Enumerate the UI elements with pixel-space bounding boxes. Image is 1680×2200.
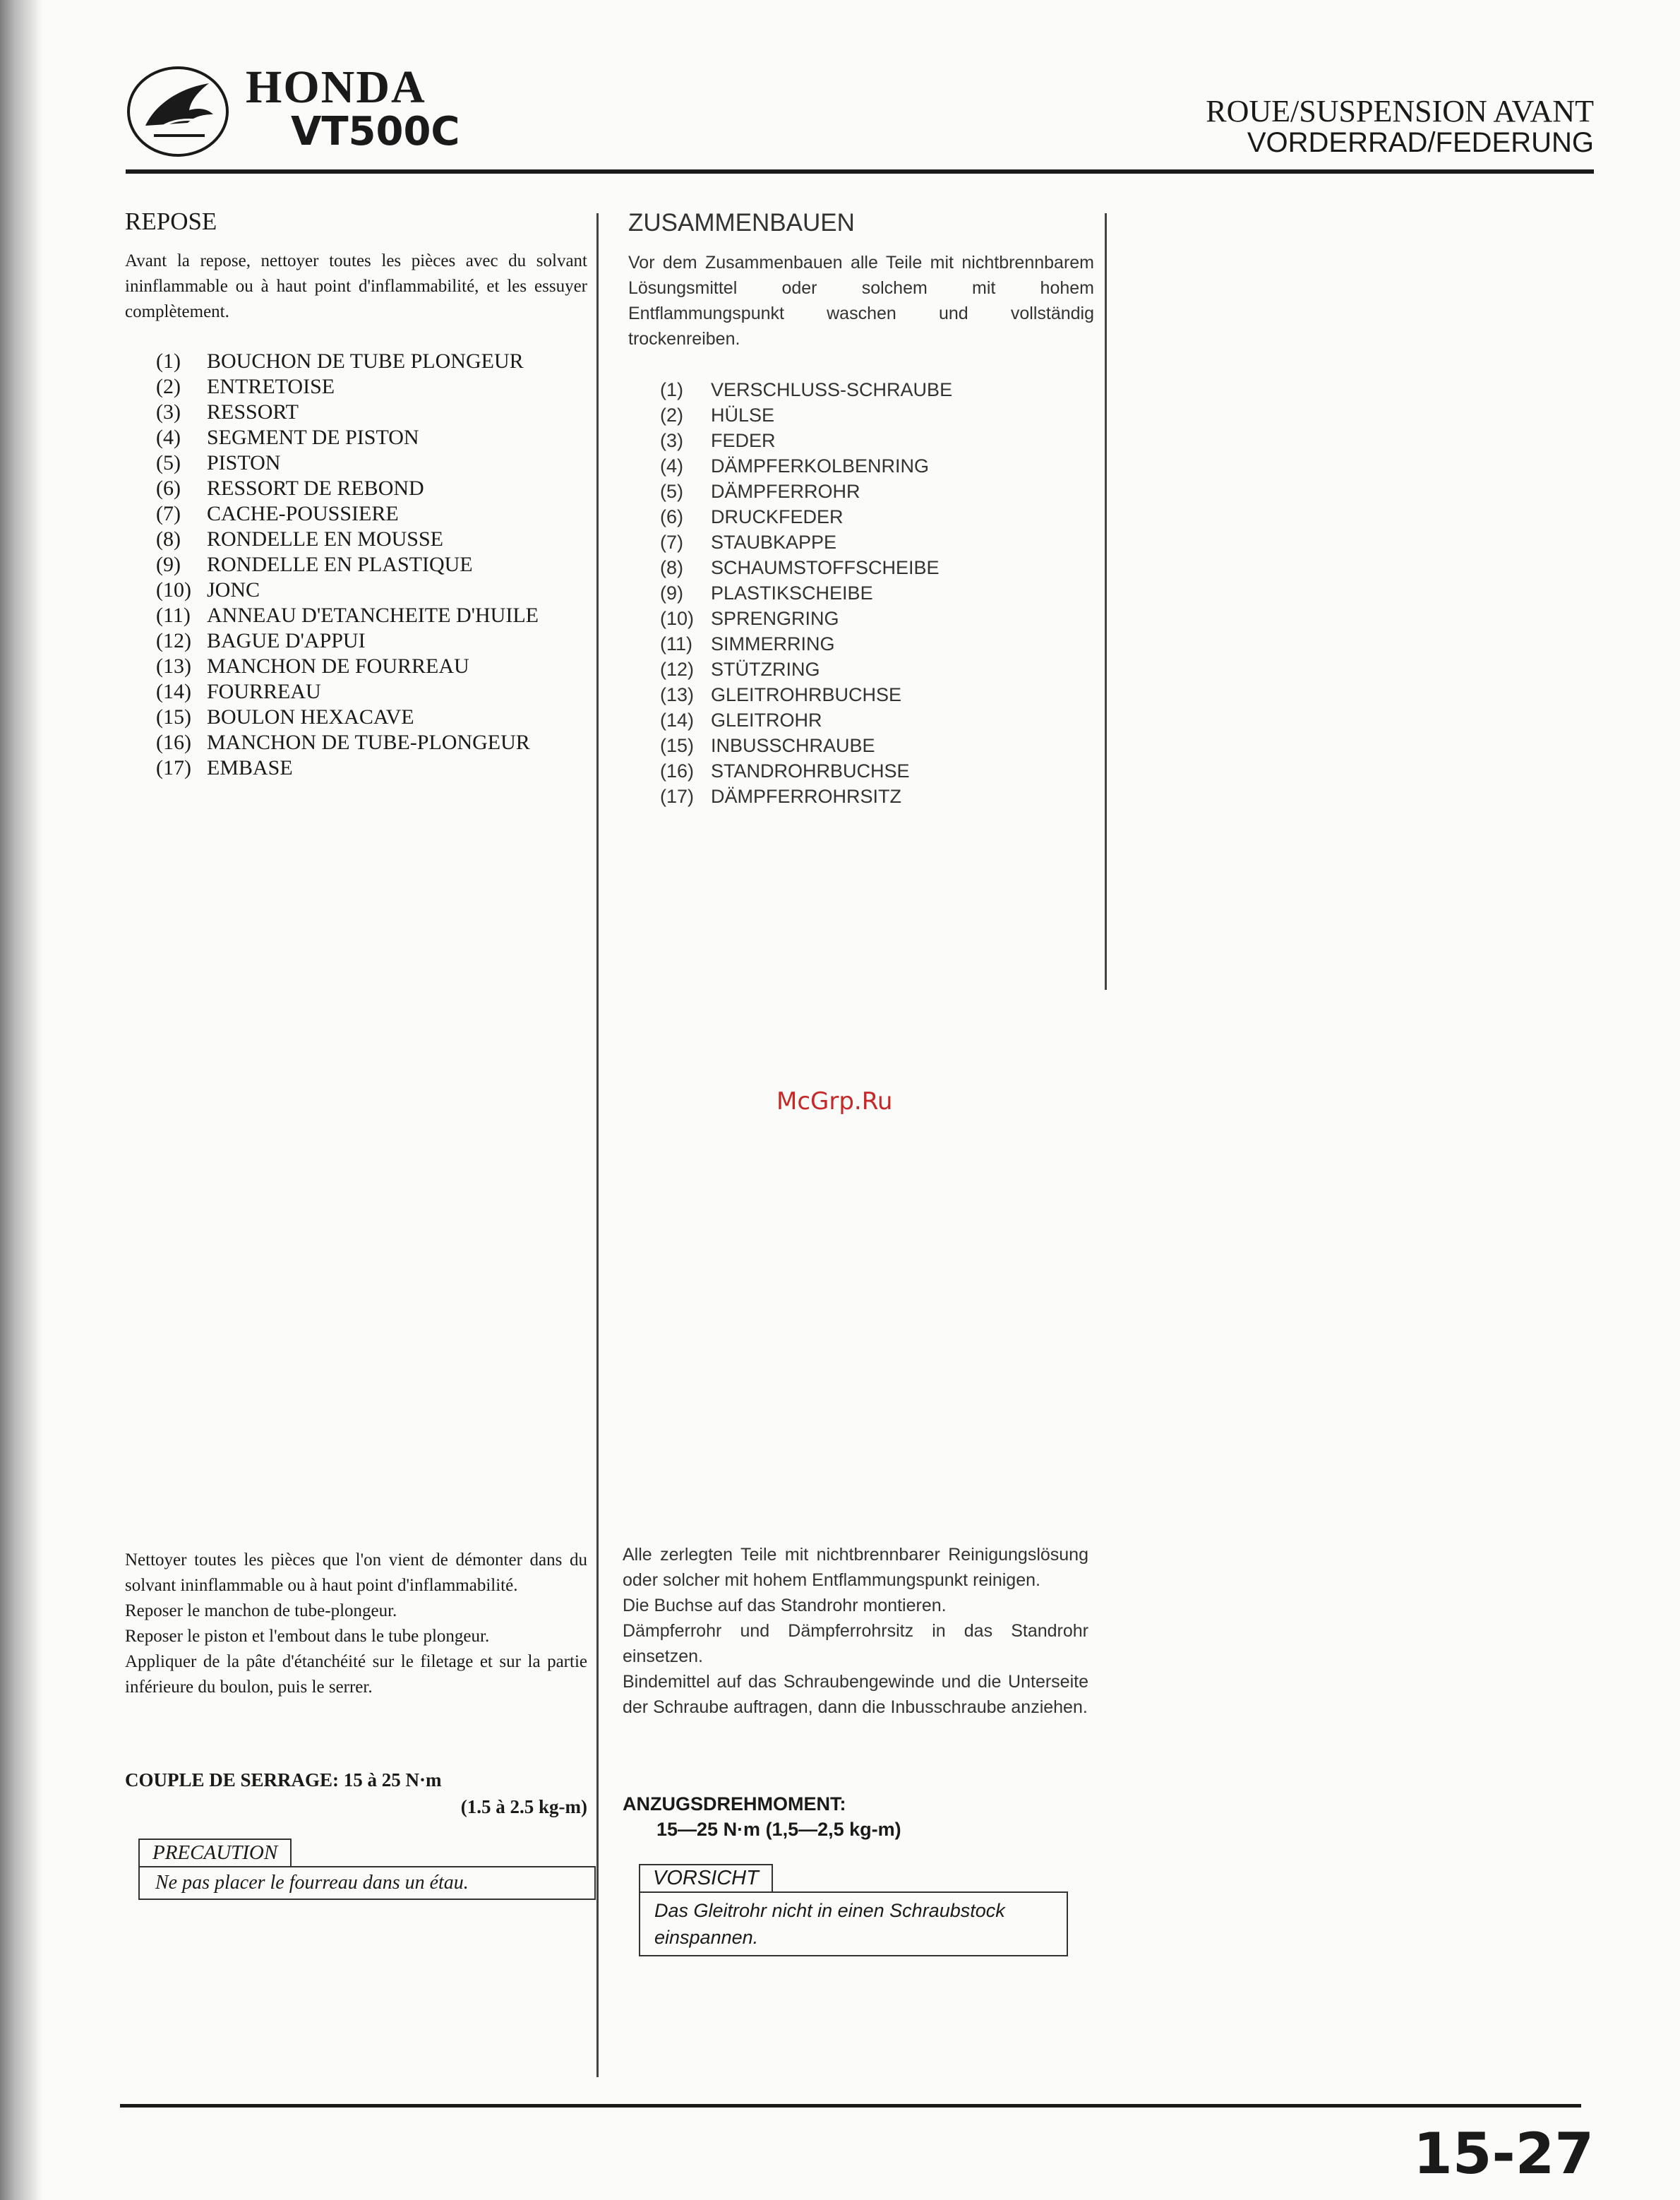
intro-de: Vor dem Zusammenbauen alle Teile mit nichtbrennbarem Lösungsmittel oder solchem mit hohem Entflammungspunkt waschen und vollständig trockenreiben.	[628, 253, 1094, 349]
para-de-1: Alle zerlegten Teile mit nichtbrennbarer Reinigungslösung oder solcher mit hohem Entflammungspunkt reinigen.	[623, 1545, 1088, 1590]
torque-fr-alt: (1.5 à 2.5 kg-m)	[460, 1796, 587, 1817]
part-number: (15)	[660, 735, 695, 756]
part-label: BOULON HEXACAVE	[207, 705, 414, 729]
part-label: DÄMPFERROHRSITZ	[711, 786, 901, 807]
part-number: (3)	[156, 400, 181, 424]
section-title-de: VORDERRAD/FEDERUNG	[1247, 127, 1594, 158]
part-item	[156, 476, 580, 501]
para-fr-4: Appliquer de la pâte d'étanchéité sur le filetage et sur la partie inférieure du boulon, puis le serrer.	[125, 1652, 587, 1697]
part-item	[660, 631, 1084, 657]
part-label: ANNEAU D'ETANCHEITE D'HUILE	[207, 604, 539, 627]
part-number: (9)	[660, 582, 683, 604]
part-label: DRUCKFEDER	[711, 506, 844, 527]
part-number: (2)	[156, 375, 181, 398]
body-de	[623, 1542, 1088, 1720]
part-item	[660, 479, 1084, 504]
part-item	[660, 580, 1084, 606]
part-number: (17)	[156, 756, 191, 779]
part-number: (17)	[660, 786, 695, 807]
part-number: (16)	[660, 760, 695, 782]
part-label: BOUCHON DE TUBE PLONGEUR	[207, 349, 524, 373]
part-number: (3)	[660, 430, 683, 451]
part-number: (2)	[660, 405, 683, 426]
section-title-fr: ROUE/SUSPENSION AVANT	[1206, 94, 1594, 128]
part-number: (16)	[156, 731, 191, 754]
part-number: (5)	[660, 481, 683, 502]
part-label: EMBASE	[207, 756, 293, 779]
part-item	[156, 374, 580, 400]
body-fr	[125, 1548, 587, 1700]
part-number: (13)	[660, 684, 695, 705]
part-number: (6)	[660, 506, 683, 527]
part-number: (4)	[156, 426, 181, 449]
para-de-4: Bindemittel auf das Schraubengewinde und die Unterseite der Schraube auftragen, dann die Inbusschraube anziehen.	[623, 1672, 1088, 1717]
part-item	[156, 603, 580, 628]
part-label: BAGUE D'APPUI	[207, 629, 366, 652]
part-label: GLEITROHR	[711, 710, 822, 731]
part-item	[156, 501, 580, 527]
parts-list-de	[660, 377, 1084, 809]
footer-rule	[120, 2104, 1581, 2108]
part-item	[660, 657, 1084, 682]
part-label: PLASTIKSCHEIBE	[711, 582, 873, 604]
part-item	[156, 628, 580, 654]
part-number: (8)	[660, 557, 683, 578]
part-label: RONDELLE EN MOUSSE	[207, 527, 443, 551]
heading-fr: REPOSE	[125, 208, 217, 235]
part-item	[660, 555, 1084, 580]
part-label: MANCHON DE TUBE-PLONGEUR	[207, 731, 530, 754]
para-fr-1: Nettoyer toutes les pièces que l'on vient de démonter dans du solvant ininflammable ou à haut point d'inflammabilité.	[125, 1550, 587, 1595]
part-label: FEDER	[711, 430, 776, 451]
part-number: (11)	[660, 633, 693, 654]
page-binding-shadow	[0, 0, 42, 2200]
caution-label-de: VORSICHT	[639, 1864, 773, 1891]
part-label: FOURREAU	[207, 680, 321, 703]
part-label: STAUBKAPPE	[711, 532, 837, 553]
part-number: (10)	[156, 578, 191, 602]
part-label: MANCHON DE FOURREAU	[207, 654, 469, 678]
part-label: PISTON	[207, 451, 281, 474]
part-label: STANDROHRBUCHSE	[711, 760, 910, 782]
header-rule	[126, 169, 1594, 174]
part-label: RESSORT DE REBOND	[207, 477, 424, 500]
caution-label-fr: PRECAUTION	[138, 1839, 292, 1866]
part-item	[156, 755, 580, 781]
part-number: (10)	[660, 608, 695, 629]
part-item	[156, 400, 580, 425]
part-label: GLEITROHRBUCHSE	[711, 684, 902, 705]
para-fr-3: Reposer le piston et l'embout dans le tube plongeur.	[125, 1627, 490, 1646]
part-number: (9)	[156, 553, 181, 576]
page-number: 15-27	[1413, 2121, 1594, 2187]
part-number: (7)	[156, 502, 181, 525]
part-label: JONC	[207, 578, 260, 602]
part-item	[660, 784, 1084, 809]
caution-text-de: Das Gleitrohr nicht in einen Schraubstock einspannen.	[639, 1891, 1068, 1956]
para-de-3: Dämpferrohr und Dämpferrohrsitz in das Standrohr einsetzen.	[623, 1621, 1088, 1666]
torque-de: ANZUGSDREHMOMENT:	[623, 1793, 846, 1815]
part-number: (1)	[156, 349, 181, 373]
part-item	[660, 530, 1084, 555]
part-number: (8)	[156, 527, 181, 551]
heading-de: ZUSAMMENBAUEN	[628, 209, 855, 237]
part-item	[156, 730, 580, 755]
honda-wing-logo	[126, 65, 230, 158]
part-item	[660, 707, 1084, 733]
torque-de-value: 15—25 N·m (1,5—2,5 kg-m)	[656, 1819, 901, 1840]
part-label: SIMMERRING	[711, 633, 835, 654]
part-number: (6)	[156, 477, 181, 500]
part-number: (5)	[156, 451, 181, 474]
part-label: ENTRETOISE	[207, 375, 335, 398]
part-number: (12)	[660, 659, 695, 680]
part-item	[156, 654, 580, 679]
para-fr-2: Reposer le manchon de tube-plongeur.	[125, 1601, 397, 1620]
part-item	[660, 606, 1084, 631]
part-item	[156, 578, 580, 603]
part-item	[156, 450, 580, 476]
column-divider-right	[1105, 213, 1107, 990]
part-item	[660, 377, 1084, 402]
brand-name: HONDA	[246, 61, 426, 113]
part-label: STÜTZRING	[711, 659, 820, 680]
part-item	[660, 733, 1084, 758]
intro-fr: Avant la repose, nettoyer toutes les pièces avec du solvant ininflammable ou à haut point d'inflammabilité, et les essuyer complètement.	[125, 251, 587, 321]
part-label: INBUSSCHRAUBE	[711, 735, 875, 756]
part-item	[156, 425, 580, 450]
model-name: VT500C	[291, 109, 460, 155]
para-de-2: Die Buchse auf das Standrohr montieren.	[623, 1596, 947, 1615]
part-item	[156, 349, 580, 374]
watermark: McGrp.Ru	[776, 1087, 893, 1116]
part-label: CACHE-POUSSIERE	[207, 502, 399, 525]
caution-de	[639, 1864, 1068, 1956]
part-label: DÄMPFERKOLBENRING	[711, 455, 930, 477]
part-label: HÜLSE	[711, 405, 775, 426]
caution-fr	[138, 1839, 596, 1900]
part-number: (1)	[660, 379, 683, 400]
part-item	[156, 552, 580, 578]
parts-list-fr	[156, 349, 580, 781]
part-number: (11)	[156, 604, 191, 627]
part-number: (14)	[156, 680, 191, 703]
part-number: (4)	[660, 455, 683, 477]
part-label: RESSORT	[207, 400, 299, 424]
part-item	[660, 428, 1084, 453]
part-number: (7)	[660, 532, 683, 553]
part-label: DÄMPFERROHR	[711, 481, 860, 502]
part-item	[156, 527, 580, 552]
caution-text-fr: Ne pas placer le fourreau dans un étau.	[138, 1866, 596, 1900]
part-item	[660, 758, 1084, 784]
part-item	[660, 402, 1084, 428]
torque-fr: COUPLE DE SERRAGE: 15 à 25 N·m	[125, 1769, 442, 1791]
part-number: (15)	[156, 705, 191, 729]
part-number: (14)	[660, 710, 695, 731]
part-item	[660, 504, 1084, 530]
part-item	[660, 682, 1084, 707]
part-item	[156, 679, 580, 705]
part-label: SEGMENT DE PISTON	[207, 426, 419, 449]
part-label: SCHAUMSTOFFSCHEIBE	[711, 557, 940, 578]
part-item	[660, 453, 1084, 479]
part-item	[156, 705, 580, 730]
part-label: RONDELLE EN PLASTIQUE	[207, 553, 473, 576]
part-label: SPRENGRING	[711, 608, 839, 629]
part-number: (12)	[156, 629, 191, 652]
column-divider	[596, 213, 599, 2077]
part-label: VERSCHLUSS-SCHRAUBE	[711, 379, 953, 400]
part-number: (13)	[156, 654, 191, 678]
